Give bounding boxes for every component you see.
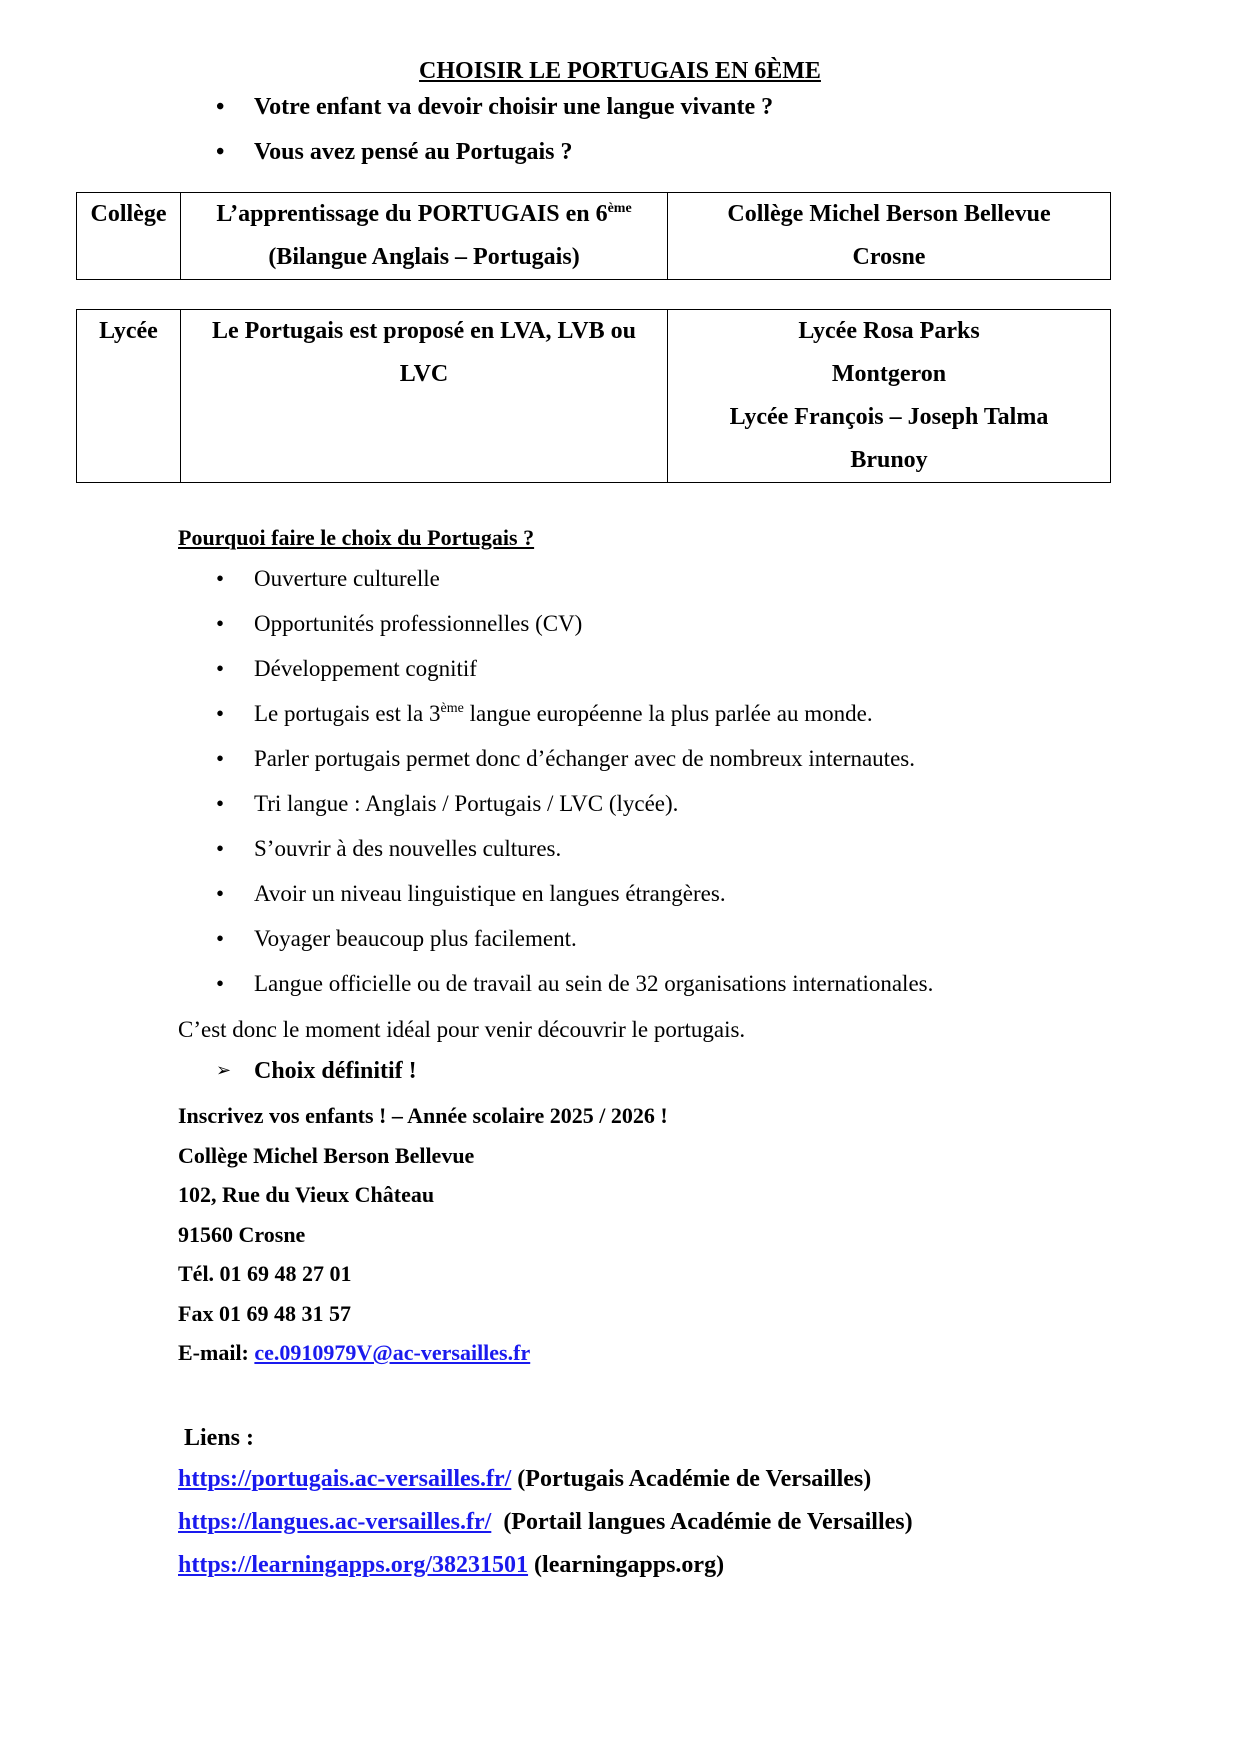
- table-row: [77, 193, 1111, 280]
- fax-number: Fax 01 69 48 31 57: [178, 1300, 351, 1326]
- bullet-icon: •: [216, 836, 225, 861]
- description-cell: [181, 193, 668, 280]
- bullet-icon: •: [216, 566, 225, 591]
- bullet-icon: •: [216, 611, 225, 636]
- list-item-text: Voyager beaucoup plus facilement.: [254, 926, 577, 951]
- closing-sentence: C’est donc le moment idéal pour venir découvrir le portugais.: [178, 1017, 746, 1042]
- street-address: 102, Rue du Vieux Château: [178, 1182, 435, 1207]
- section-heading: Pourquoi faire le choix du Portugais ?: [178, 525, 535, 550]
- superscript: ème: [607, 201, 632, 216]
- bullet-icon: •: [216, 746, 225, 771]
- bullet-icon: •: [216, 94, 225, 120]
- level-cell: Lycée: [77, 310, 181, 483]
- table-row: [77, 310, 1111, 483]
- phone-number: Tél. 01 69 48 27 01: [178, 1261, 352, 1286]
- link-description: (learningapps.org): [528, 1552, 725, 1578]
- arrow-bullet-icon: ➢: [216, 1060, 232, 1081]
- email-label: E-mail:: [178, 1340, 255, 1365]
- list-item-text: Ouverture culturelle: [254, 566, 440, 591]
- list-item-text: S’ouvrir à des nouvelles cultures.: [254, 836, 562, 861]
- school-line: Collège Michel Berson Bellevue: [727, 201, 1051, 227]
- bullet-icon: •: [216, 701, 225, 726]
- bullet-icon: •: [216, 656, 225, 681]
- link-row: [178, 1466, 913, 1509]
- portugais-academie-link[interactable]: https://portugais.ac-versailles.fr/: [178, 1466, 512, 1492]
- list-item-text: Développement cognitif: [254, 656, 477, 681]
- college-table: [76, 192, 1111, 280]
- email-link[interactable]: ce.0910979V@ac-versailles.fr: [254, 1340, 531, 1365]
- school-line: Lycée François – Joseph Talma: [729, 404, 1049, 430]
- school-line: Montgeron: [831, 361, 947, 387]
- email-line: [178, 1340, 668, 1380]
- lycee-table: [76, 309, 1111, 483]
- bullet-icon: •: [216, 791, 225, 816]
- list-item-text: Parler portugais permet donc d’échanger avec de nombreux internautes.: [254, 746, 915, 771]
- school-cell: [668, 193, 1111, 280]
- learningapps-link[interactable]: https://learningapps.org/38231501: [178, 1552, 529, 1578]
- list-item-text: Avoir un niveau linguistique en langues étrangères.: [254, 881, 726, 906]
- description-cell: [181, 310, 668, 483]
- school-line: Lycée Rosa Parks: [798, 318, 980, 344]
- bullet-icon: •: [216, 139, 225, 165]
- intro-text: Votre enfant va devoir choisir une langue vivante ?: [254, 94, 774, 120]
- list-item-text: Langue officielle ou de travail au sein de 32 organisations internationales.: [254, 971, 934, 996]
- description-line: L’apprentissage du PORTUGAIS en 6ème: [216, 201, 632, 227]
- link-row: [178, 1552, 913, 1595]
- langues-academie-link[interactable]: https://langues.ac-versailles.fr/: [178, 1509, 492, 1535]
- list-item-text: Tri langue : Anglais / Portugais / LVC (lycée).: [254, 791, 679, 816]
- bullet-icon: •: [216, 881, 225, 906]
- description-line: Le Portugais est proposé en LVA, LVB ou: [211, 318, 637, 344]
- description-line: LVC: [399, 361, 449, 387]
- page-title: CHOISIR LE PORTUGAIS EN 6ÈME: [419, 58, 821, 84]
- description-line: (Bilangue Anglais – Portugais): [268, 244, 580, 270]
- inscription-line: Inscrivez vos enfants ! – Année scolaire 2025 / 2026 !: [178, 1103, 668, 1128]
- bullet-icon: •: [216, 926, 225, 951]
- superscript: ème: [440, 701, 464, 716]
- contact-block: [178, 1103, 668, 1380]
- list-item-text: Le portugais est la 3ème langue européenne la plus parlée au monde.: [254, 701, 873, 726]
- link-description: (Portail langues Académie de Versailles): [491, 1509, 913, 1535]
- city-address: 91560 Crosne: [178, 1221, 306, 1247]
- intro-text: Vous avez pensé au Portugais ?: [254, 139, 573, 165]
- school-cell: [668, 310, 1111, 483]
- school-line: Brunoy: [850, 447, 928, 473]
- school-name: Collège Michel Berson Bellevue: [178, 1142, 475, 1168]
- choice-text: Choix définitif !: [254, 1058, 417, 1084]
- bullet-icon: •: [216, 971, 225, 996]
- link-row: [178, 1509, 913, 1552]
- list-item-text: Opportunités professionnelles (CV): [254, 611, 583, 636]
- link-description: (Portugais Académie de Versailles): [511, 1466, 872, 1492]
- school-line: Crosne: [852, 244, 926, 270]
- level-cell: Collège: [77, 193, 181, 280]
- links-heading: Liens :: [184, 1425, 255, 1451]
- links-list: [178, 1466, 913, 1595]
